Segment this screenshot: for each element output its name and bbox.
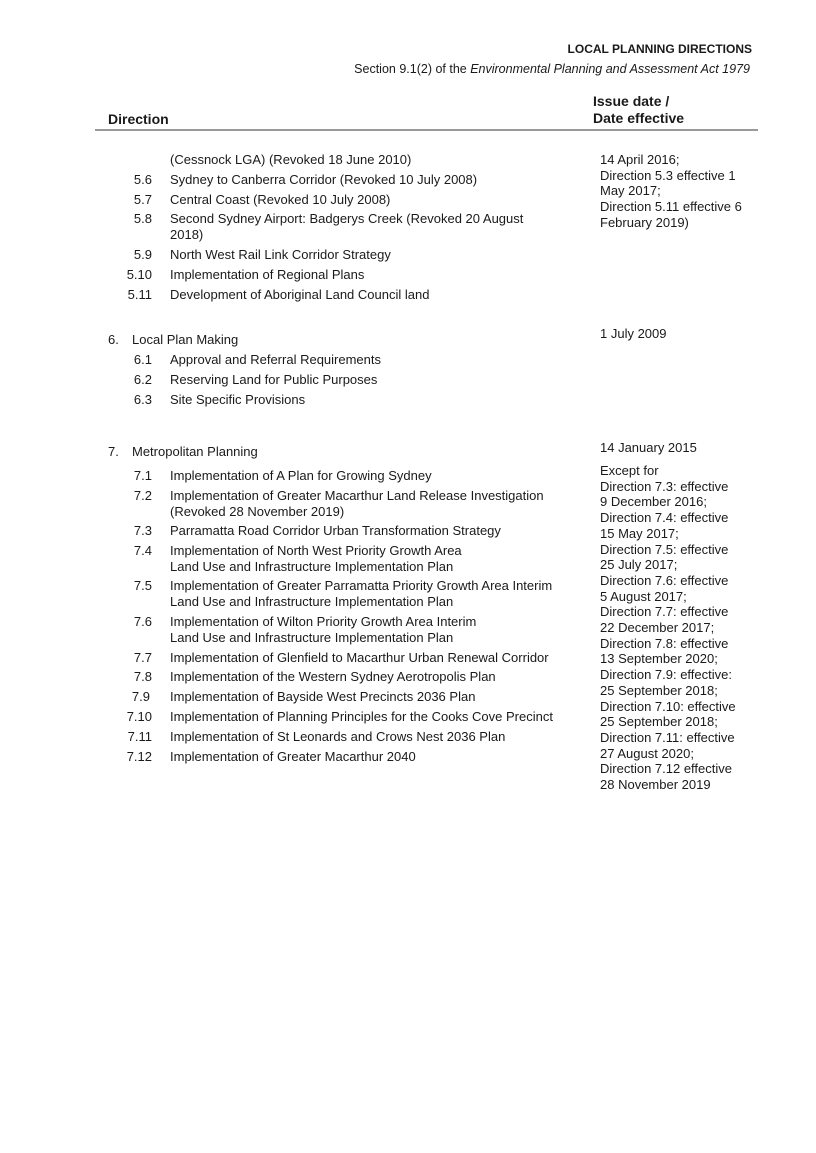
date-line: 14 April 2016; — [600, 152, 680, 167]
date-header-line2: Date effective — [593, 110, 685, 126]
date-line: Direction 7.8: effective — [600, 635, 729, 651]
section-number: 7. — [108, 444, 119, 459]
section-5-dates — [600, 152, 765, 231]
date-line: 13 September 2020; — [600, 651, 718, 667]
date-line: Direction 5.11 effective 6 — [600, 199, 742, 215]
item-number: 7.11 — [127, 729, 152, 744]
date-line: Direction 7.3: effective — [600, 478, 729, 494]
item-number: 7.5 — [133, 578, 152, 593]
item-text: Sydney to Canberra Corridor (Revoked 10 July 2008) — [170, 172, 478, 187]
date-line: Direction 7.7: effective — [600, 604, 729, 620]
item-number: 5.11 — [127, 287, 152, 302]
section-number: 6. — [108, 332, 119, 347]
item-number: 7.2 — [133, 488, 152, 503]
item-number: 7.10 — [126, 709, 152, 724]
date-line: 27 August 2020; — [600, 745, 694, 761]
date-line: May 2017; — [600, 183, 661, 199]
direction-column-header: Direction — [108, 111, 169, 127]
item-number: 6.2 — [133, 372, 152, 387]
date-line: 5 August 2017; — [600, 588, 687, 604]
item-text: Implementation of Regional Plans — [170, 267, 365, 282]
item-number: 7.7 — [133, 650, 152, 665]
item-number: 7.1 — [133, 468, 152, 483]
date-line: 28 November 2019 — [600, 777, 711, 793]
item-text-cont: Land Use and Infrastructure Implementation Plan — [170, 594, 454, 609]
section-7-date-details — [600, 463, 765, 793]
date-line: Direction 7.12 effective — [600, 761, 732, 777]
header-rule — [95, 129, 758, 131]
item-number: 5.6 — [133, 172, 152, 187]
item-text: Implementation of Glenfield to Macarthur Urban Renewal Corridor — [170, 650, 549, 665]
item-text: Implementation of Bayside West Precincts 2036 Plan — [170, 689, 476, 704]
date-line: Direction 7.9: effective: — [600, 667, 732, 683]
item-text-cont: Land Use and Infrastructure Implementation Plan — [170, 630, 454, 645]
document-subtitle — [354, 62, 750, 76]
item-number: 5.8 — [133, 211, 152, 226]
item-text: North West Rail Link Corridor Strategy — [170, 247, 391, 262]
date-line: 25 September 2018; — [600, 714, 718, 730]
item-number: 6.1 — [133, 352, 152, 367]
section-title: Local Plan Making — [132, 332, 239, 347]
date-line: 25 July 2017; — [600, 557, 678, 573]
item-number: 7.6 — [133, 614, 152, 629]
item-text: Implementation of Greater Macarthur Land Release Investigation — [170, 488, 544, 503]
subtitle-prefix: Section 9.1(2) of the — [354, 62, 471, 76]
item-number: 5.7 — [133, 192, 152, 207]
item-text: Implementation of A Plan for Growing Sydney — [170, 468, 432, 483]
item-text-cont: Land Use and Infrastructure Implementation Plan — [170, 559, 454, 574]
item-number: 6.3 — [133, 392, 152, 407]
item-text: Approval and Referral Requirements — [170, 352, 381, 367]
item-text: Central Coast (Revoked 10 July 2008) — [170, 192, 391, 207]
section-5-continued-text: (Cessnock LGA) (Revoked 18 June 2010) — [170, 152, 412, 167]
item-number: 7.3 — [133, 523, 152, 538]
item-number: 7.8 — [133, 669, 152, 684]
item-number: 7.9 — [131, 689, 150, 704]
section-title: Metropolitan Planning — [132, 444, 258, 459]
item-text: Implementation of Planning Principles for the Cooks Cove Precinct — [170, 709, 553, 724]
item-text: Implementation of Greater Macarthur 2040 — [170, 749, 416, 764]
date-line: Direction 7.10: effective — [600, 698, 736, 714]
date-line: Direction 5.3 effective 1 — [600, 167, 736, 183]
item-number: 5.10 — [126, 267, 152, 282]
item-text: Implementation of St Leonards and Crows Nest 2036 Plan — [170, 729, 506, 744]
date-line: 25 September 2018; — [600, 682, 718, 698]
item-text: Parramatta Road Corridor Urban Transformation Strategy — [170, 523, 501, 538]
date-line: 15 May 2017; — [600, 525, 679, 541]
item-text: Implementation of Wilton Priority Growth Area Interim — [170, 614, 477, 629]
item-text-cont: (Revoked 28 November 2019) — [170, 504, 345, 519]
document-title: LOCAL PLANNING DIRECTIONS — [567, 42, 752, 56]
item-text: Implementation of the Western Sydney Aerotropolis Plan — [170, 669, 496, 684]
act-name: Environmental Planning and Assessment Act 1979 — [470, 62, 750, 76]
date-line: Direction 7.11: effective — [600, 729, 735, 745]
date-header-line1: Issue date / — [593, 93, 670, 109]
item-text: Implementation of North West Priority Growth Area — [170, 543, 462, 558]
item-text: Second Sydney Airport: Badgerys Creek (Revoked 20 August — [170, 211, 524, 226]
section-7-date: 14 January 2015 — [600, 440, 697, 455]
item-text: Implementation of Greater Parramatta Priority Growth Area Interim — [170, 578, 553, 593]
item-number: 5.9 — [133, 247, 152, 262]
item-number: 7.12 — [126, 749, 152, 764]
section-6-date: 1 July 2009 — [600, 326, 667, 341]
date-line: 9 December 2016; — [600, 494, 707, 510]
item-text: Reserving Land for Public Purposes — [170, 372, 378, 387]
item-number: 7.4 — [133, 543, 152, 558]
item-text: Development of Aboriginal Land Council land — [170, 287, 430, 302]
date-line: Except for — [600, 463, 659, 478]
date-line: February 2019) — [600, 214, 689, 230]
date-column-header — [593, 93, 684, 127]
item-text-cont: 2018) — [170, 227, 204, 242]
date-line: 22 December 2017; — [600, 620, 715, 636]
date-line: Direction 7.5: effective — [600, 541, 729, 557]
date-line: Direction 7.4: effective — [600, 510, 729, 526]
item-text: Site Specific Provisions — [170, 392, 306, 407]
date-line: Direction 7.6: effective — [600, 572, 729, 588]
